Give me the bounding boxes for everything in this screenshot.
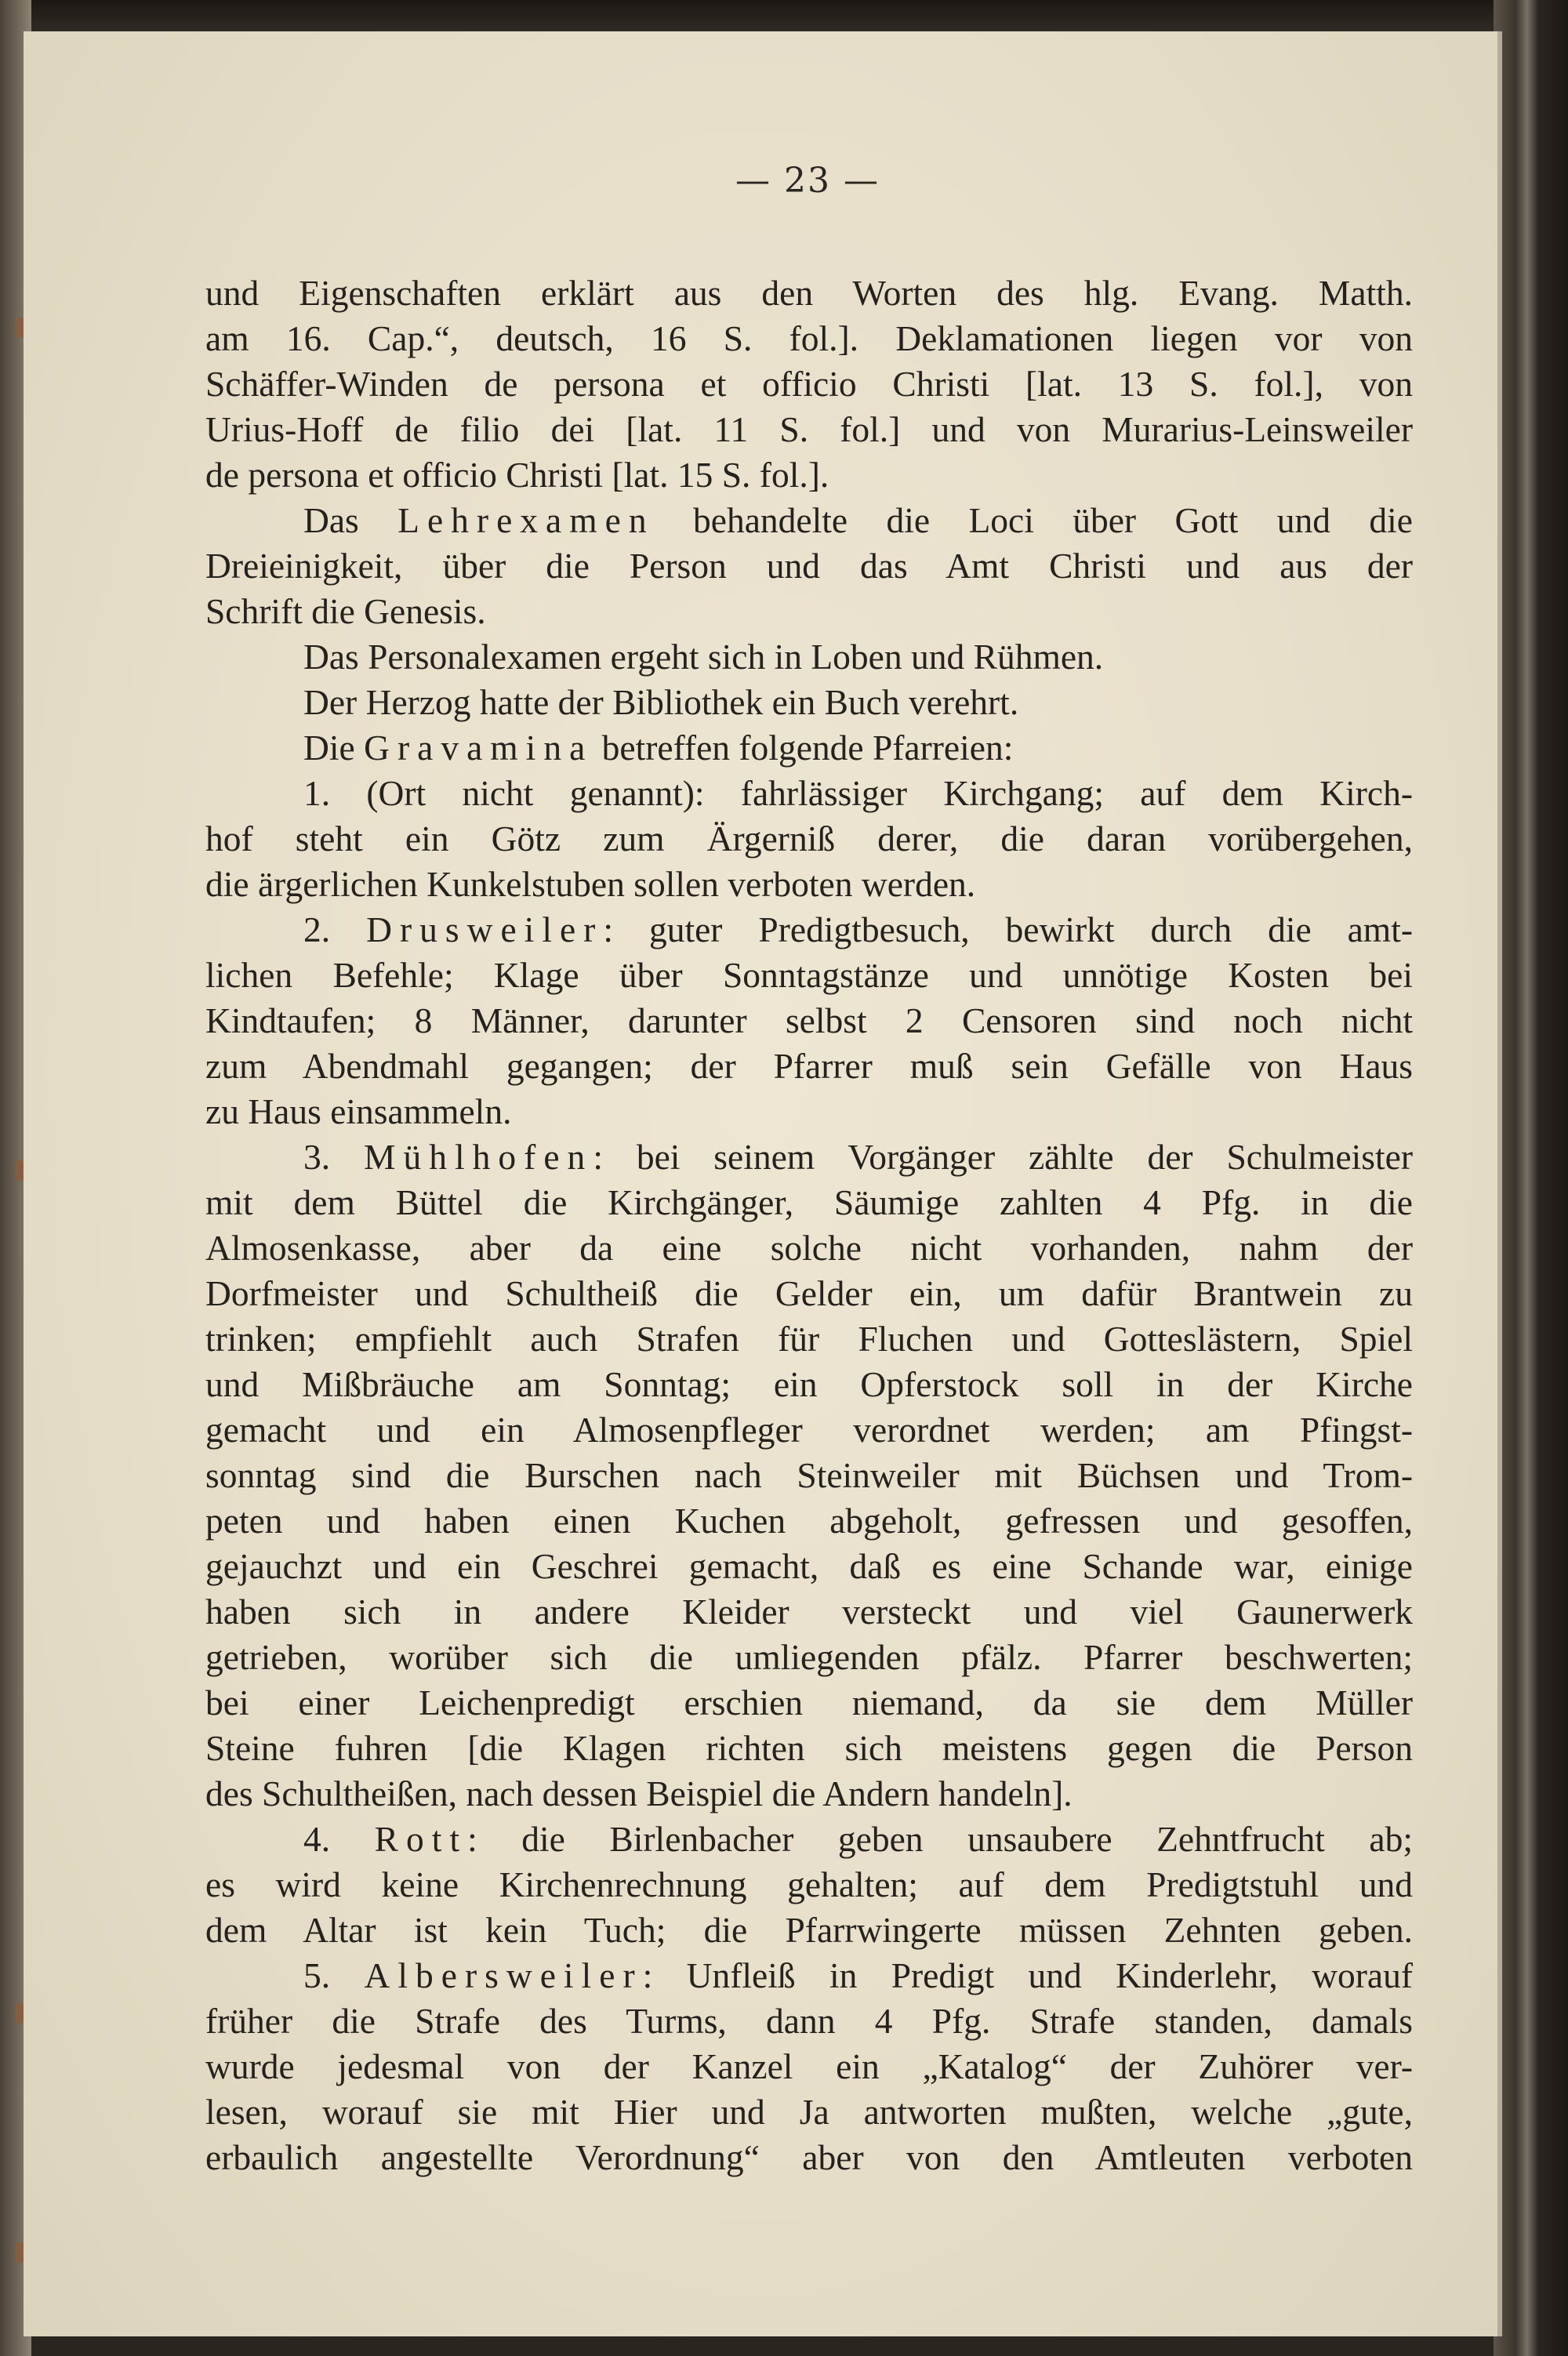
line-suffix: : bei seinem Vorgänger zählte der Schulmeister xyxy=(593,1137,1413,1177)
book-right-edge xyxy=(1494,0,1568,2356)
text-line: früher die Strafe des Turms, dann 4 Pfg. Strafe standen, damals xyxy=(205,2001,1413,2041)
text-line xyxy=(205,1953,1413,1998)
line-suffix: behandelte die Loci über Gott und die xyxy=(654,500,1413,540)
text-line: Almosenkasse, aber da eine solche nicht vorhanden, nahm der xyxy=(205,1228,1413,1268)
text-line: Dreieinigkeit, über die Person und das Amt Christi und aus der xyxy=(205,546,1413,586)
line-prefix: Die xyxy=(303,728,365,768)
text-line: Urius-Hoff de filio dei [lat. 11 S. fol.] und von Murarius-Leinsweiler xyxy=(205,409,1413,449)
text-line: getrieben, worüber sich die umliegenden pfälz. Pfarrer beschwerten; xyxy=(205,1637,1413,1677)
line-suffix: : guter Predigtbesuch, bewirkt durch die amt- xyxy=(603,909,1413,949)
line-prefix: 3. xyxy=(303,1137,365,1177)
text-line xyxy=(205,1817,1413,1862)
margin-mark xyxy=(16,2242,24,2263)
spaced-keyword: Gravamina xyxy=(364,728,593,768)
spaced-keyword: Rott xyxy=(374,1819,468,1859)
text-line xyxy=(205,907,1413,953)
page-number: — 23 — xyxy=(735,161,880,201)
text-line: erbaulich angestellte Verordnung“ aber von den Amtleuten verboten xyxy=(205,2137,1413,2177)
spaced-keyword: Mühlhofen xyxy=(364,1137,593,1177)
text-line: sonntag sind die Burschen nach Steinweiler mit Büchsen und Trom- xyxy=(205,1455,1413,1495)
text-line: des Schultheißen, nach dessen Beispiel die Andern handeln]. xyxy=(205,1773,1073,1813)
text-line xyxy=(205,498,1413,543)
text-line: haben sich in andere Kleider versteckt und viel Gaunerwerk xyxy=(205,1592,1413,1632)
text-line: hof steht ein Götz zum Ärgerniß derer, die daran vorübergehen, xyxy=(205,819,1413,859)
text-line: 1. (Ort nicht genannt): fahrlässiger Kirchgang; auf dem Kirch- xyxy=(303,773,1413,813)
text-line: gemacht und ein Almosenpfleger verordnet werden; am Pfingst- xyxy=(205,1410,1413,1450)
text-line: zu Haus einsammeln. xyxy=(205,1091,512,1131)
spaced-keyword: Lehrexamen xyxy=(397,500,655,540)
text-line: zum Abendmahl gegangen; der Pfarrer muß sein Gefälle von Haus xyxy=(205,1046,1413,1086)
line-suffix: betreffen folgende Pfarreien: xyxy=(593,728,1014,768)
text-line xyxy=(205,1134,1413,1180)
line-prefix: 4. xyxy=(303,1819,375,1859)
text-line: dem Altar ist kein Tuch; die Pfarrwingerte müssen Zehnten geben. xyxy=(205,1910,1413,1950)
margin-mark xyxy=(16,1160,24,1181)
text-line: Schäffer-Winden de persona et officio Christi [lat. 13 S. fol.], von xyxy=(205,364,1413,404)
text-line: Kindtaufen; 8 Männer, darunter selbst 2 Censoren sind noch nicht xyxy=(205,1000,1413,1040)
text-line: und Eigenschaften erklärt aus den Worten des hlg. Evang. Matth. xyxy=(205,273,1413,313)
text-line: die ärgerlichen Kunkelstuben sollen verboten werden. xyxy=(205,864,976,904)
text-line: Steine fuhren [die Klagen richten sich meistens gegen die Person xyxy=(205,1728,1413,1768)
text-line: Der Herzog hatte der Bibliothek ein Buch verehrt. xyxy=(303,682,1019,722)
book-page xyxy=(24,31,1502,2336)
text-line: lichen Befehle; Klage über Sonntagstänze und unnötige Kosten bei xyxy=(205,955,1413,995)
line-prefix: 2. xyxy=(303,909,367,949)
text-line: und Mißbräuche am Sonntag; ein Opferstock soll in der Kirche xyxy=(205,1364,1413,1404)
line-prefix: Das xyxy=(303,500,398,540)
text-line: gejauchzt und ein Geschrei gemacht, daß es eine Schande war, einige xyxy=(205,1546,1413,1586)
text-line: peten und haben einen Kuchen abgeholt, gefressen und gesoffen, xyxy=(205,1501,1413,1541)
text-line: trinken; empfiehlt auch Strafen für Fluchen und Gotteslästern, Spiel xyxy=(205,1319,1413,1359)
spaced-keyword: Albersweiler xyxy=(364,1955,643,1995)
text-line: Das Personalexamen ergeht sich in Loben und Rühmen. xyxy=(303,637,1104,677)
text-line: es wird keine Kirchenrechnung gehalten; auf dem Predigtstuhl und xyxy=(205,1864,1413,1904)
text-line: de persona et officio Christi [lat. 15 S. fol.]. xyxy=(205,455,829,495)
text-line: bei einer Leichenpredigt erschien niemand, da sie dem Müller xyxy=(205,1683,1413,1723)
text-line: lesen, worauf sie mit Hier und Ja antworten mußten, welche „gute, xyxy=(205,2092,1413,2132)
margin-mark xyxy=(16,318,24,338)
margin-mark xyxy=(16,2003,24,2024)
text-line: wurde jedesmal von der Kanzel ein „Katalog“ der Zuhörer ver- xyxy=(205,2046,1413,2086)
line-suffix: : Unfleiß in Predigt und Kinderlehr, worauf xyxy=(642,1955,1413,1995)
text-line: Dorfmeister und Schultheiß die Gelder ein, um dafür Brantwein zu xyxy=(205,1273,1413,1313)
line-suffix: : die Birlenbacher geben unsaubere Zehntfrucht ab; xyxy=(467,1819,1413,1859)
body-text xyxy=(205,270,1413,2180)
text-line: Schrift die Genesis. xyxy=(205,591,486,631)
text-line: am 16. Cap.“, deutsch, 16 S. fol.]. Deklamationen liegen vor von xyxy=(205,318,1413,358)
text-line: mit dem Büttel die Kirchgänger, Säumige zahlten 4 Pfg. in die xyxy=(205,1182,1413,1222)
line-prefix: 5. xyxy=(303,1955,365,1995)
text-line xyxy=(205,725,1413,771)
spaced-keyword: Drusweiler xyxy=(366,909,604,949)
